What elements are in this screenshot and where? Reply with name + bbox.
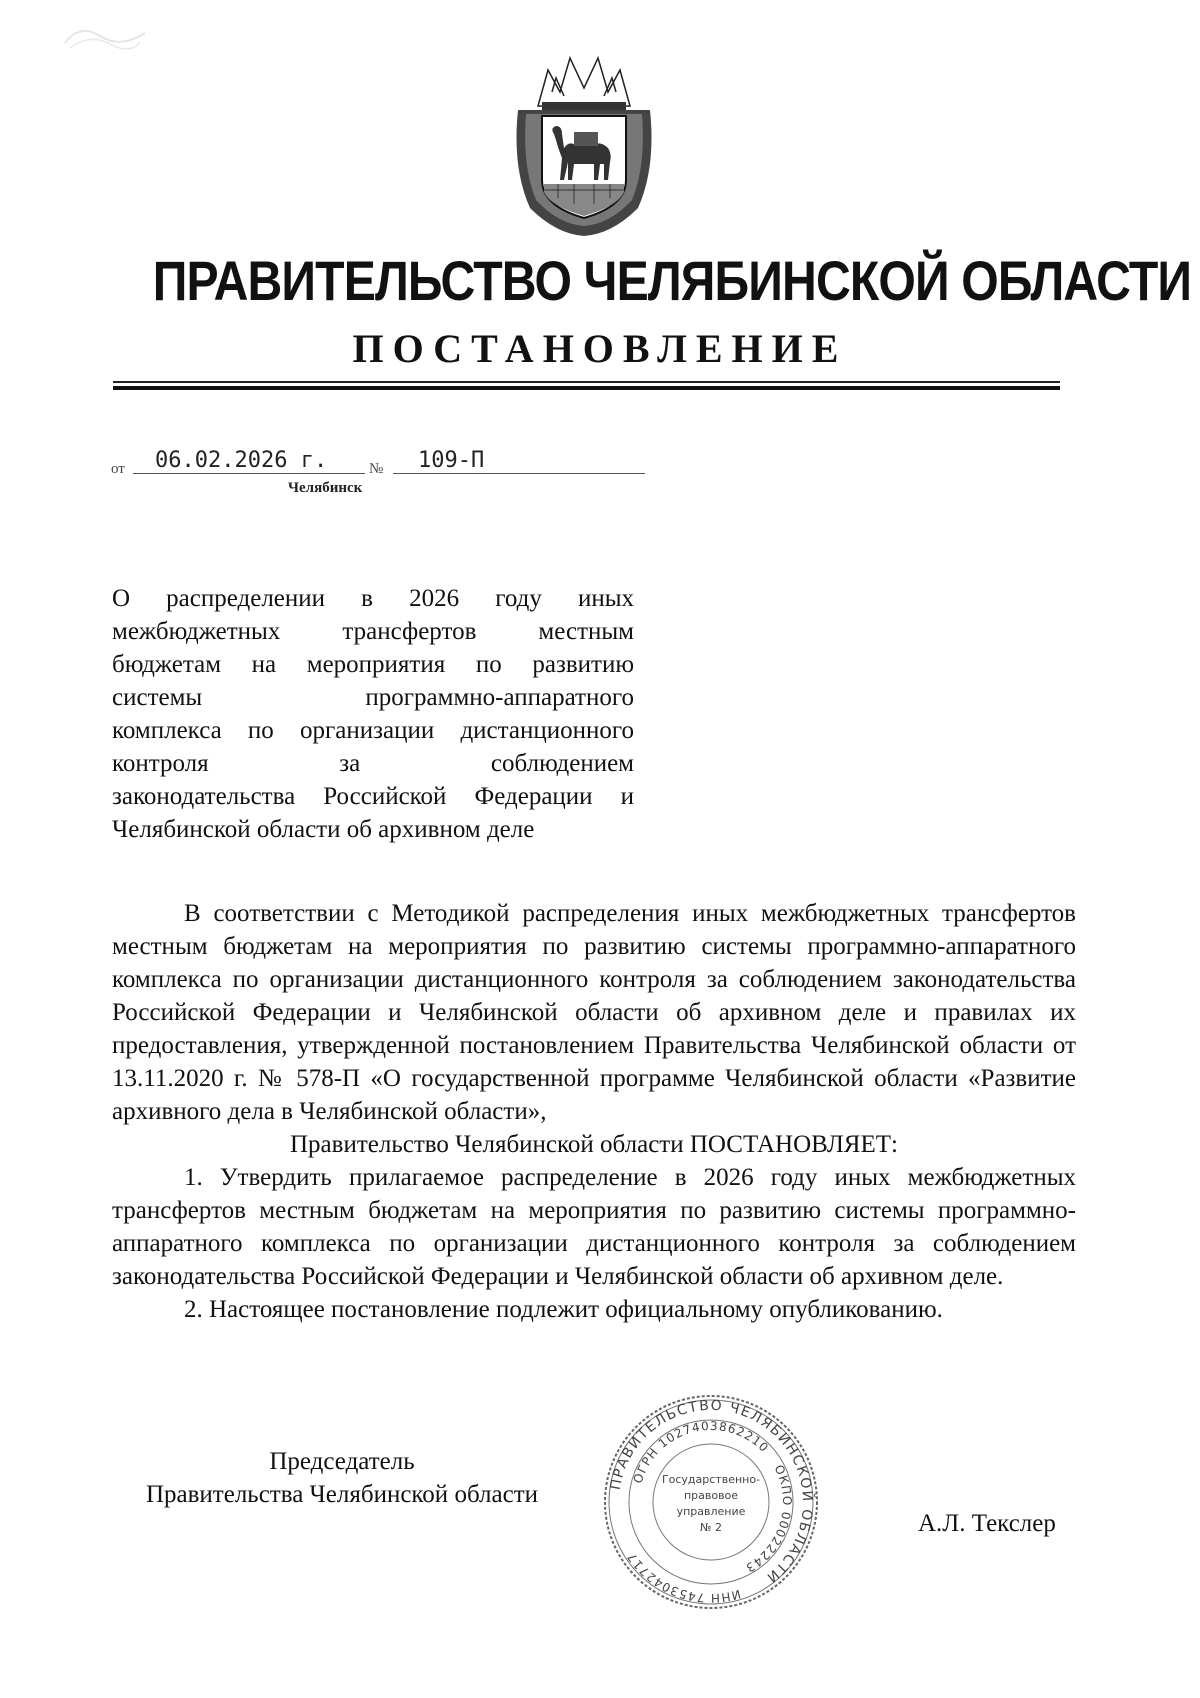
signatory-position-line: Правительства Челябинской области <box>145 1481 539 1508</box>
header-rule-thin <box>113 381 1060 383</box>
government-title: ПРАВИТЕЛЬСТВО ЧЕЛЯБИНСКОЙ ОБЛАСТИ <box>152 249 1192 312</box>
subject-line: Челябинской области об архивном деле <box>112 816 535 843</box>
number-label: № <box>369 461 384 477</box>
scan-smudge <box>60 18 150 58</box>
subject-line: комплекса по организации дистанционного <box>112 717 634 744</box>
preamble-paragraph: В соответствии с Методикой распределения иных межбюджетных трансфертов местным бюджетам на мероприятия по развитию системы программно-аппаратного комплекса по организации дистанционного контроля за соблюдением законодательства Российской Федерации и Челябинской области об архивном деле и правилах их предоставления, утвержденной постановлением Правительства Челябинской области от 13.11.2020 г. № 578-П «О государственной программе Челябинской области «Развитие архивного дела в Челябинской области», <box>112 900 1076 1125</box>
signatory-position <box>112 1445 572 1511</box>
seal-center-line: управление <box>676 1505 746 1518</box>
document-body <box>112 897 1076 1326</box>
resolution-item-2: 2. Настоящее постановление подлежит официальному опубликованию. <box>184 1296 943 1323</box>
number-underline <box>393 473 645 474</box>
signatory-name: А.Л. Текслер <box>918 1510 1056 1537</box>
seal-center-line: Государственно- <box>661 1473 761 1486</box>
date-underline <box>133 473 365 474</box>
svg-text:ИНН 7453042717 <box>624 1550 742 1606</box>
document-number: 109-П <box>418 448 485 473</box>
seal-ogrn: ОГРН 1027403862210 <box>630 1418 772 1486</box>
resolution-phrase: Правительство Челябинской области ПОСТАНОВЛЯЕТ: <box>290 1131 898 1158</box>
seal-center-line: № 2 <box>700 1521 722 1534</box>
signatory-position-line: Председатель <box>269 1448 415 1475</box>
subject-line: бюджетам на мероприятия по развитию <box>112 651 634 678</box>
document-date: 06.02.2026 г. <box>155 448 328 473</box>
subject-line: законодательства Российской Федерации и <box>112 783 634 810</box>
document-subject <box>112 582 634 846</box>
date-from-label: от <box>111 461 125 477</box>
subject-line: О распределении в 2026 году иных <box>112 585 634 612</box>
subject-line: контроля за соблюдением <box>112 750 634 777</box>
chelyabinsk-coat-of-arms-icon <box>508 48 660 238</box>
seal-inn: ИНН 7453042717 <box>624 1549 743 1606</box>
subject-line: системы программно-аппаратного <box>112 684 634 711</box>
city-label: Челябинск <box>288 480 363 496</box>
official-seal-stamp <box>602 1393 820 1611</box>
resolution-item-1: 1. Утвердить прилагаемое распределение в 2026 году иных межбюджетных трансфертов местным бюджетам на мероприятия по развитию системы программно-аппаратного комплекса по организации дистанционного контроля за соблюдением законодательства Российской Федерации и Челябинской области об архивном деле. <box>112 1164 1076 1290</box>
document-type-heading: ПОСТАНОВЛЕНИЕ <box>352 326 848 371</box>
seal-outer-ring-text: ПРАВИТЕЛЬСТВО ЧЕЛЯБИНСКОЙ ОБЛАСТИ <box>607 1397 816 1586</box>
subject-line: межбюджетных трансфертов местным <box>112 618 634 645</box>
header-rule-thick <box>113 386 1060 390</box>
registration-row <box>111 448 711 488</box>
seal-center-line: правовое <box>683 1489 739 1502</box>
seal-okpo: ОКПО 00022243 <box>742 1462 795 1576</box>
